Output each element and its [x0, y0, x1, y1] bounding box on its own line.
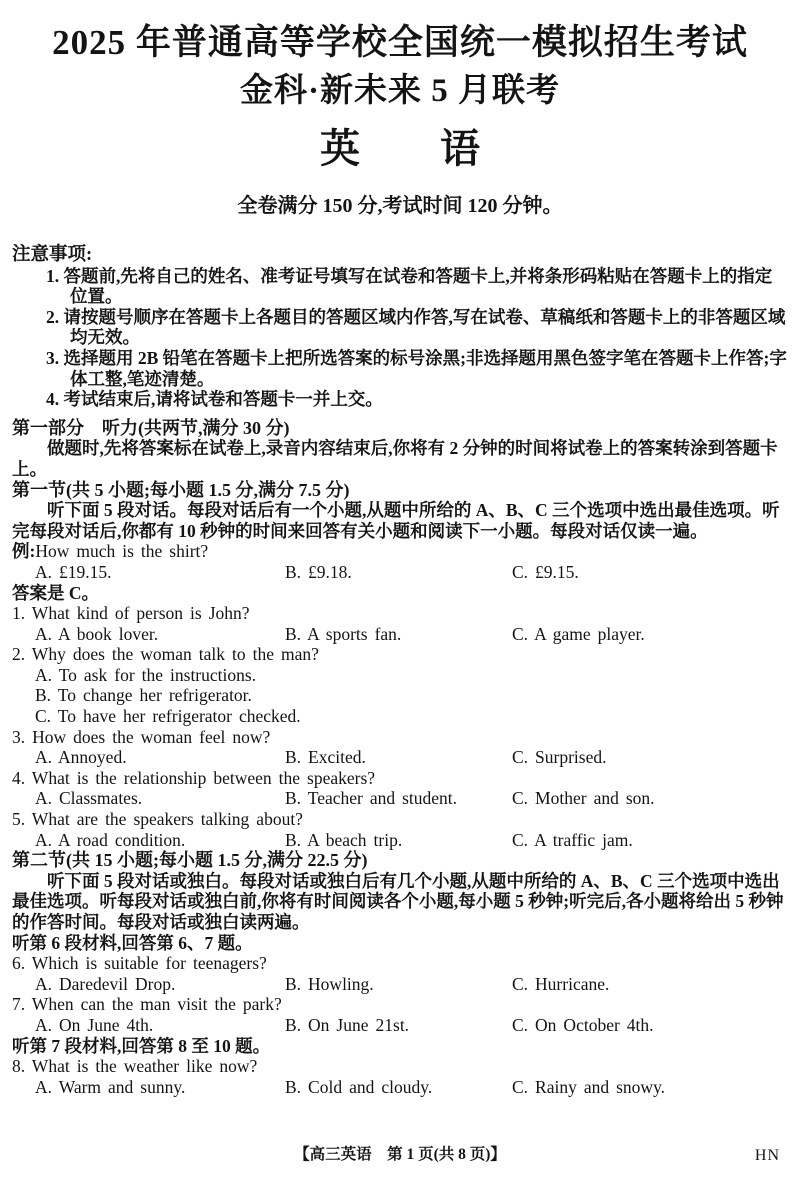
question-1-text: 1. What kind of person is John?	[12, 603, 250, 624]
question-7	[12, 994, 788, 1035]
example-label: 例:	[12, 541, 36, 562]
page-footer	[0, 1145, 800, 1166]
question-4-options	[12, 788, 788, 809]
section2-cue-6-7: 听第 6 段材料,回答第 6、7 题。	[12, 932, 253, 953]
example-option-b: B. £9.18.	[285, 561, 352, 582]
question-5	[12, 809, 788, 850]
question-1-options	[12, 624, 788, 645]
question-8-option-a: A. Warm and sunny.	[35, 1076, 186, 1097]
question-4	[12, 768, 788, 809]
question-6-option-c: C. Hurricane.	[512, 973, 610, 994]
footer-code: HN	[754, 1147, 780, 1165]
example-answer: 答案是 C。	[12, 582, 100, 603]
question-2-options	[12, 665, 788, 727]
question-1-option-b: B. A sports fan.	[285, 623, 402, 644]
section2-cue-8-10: 听第 7 段材料,回答第 8 至 10 题。	[12, 1035, 271, 1056]
section1-heading: 第一节(共 5 小题;每小题 1.5 分,满分 7.5 分)	[12, 479, 350, 500]
question-3-text: 3. How does the woman feel now?	[12, 726, 271, 747]
question-2-option-b: B. To change her refrigerator.	[35, 685, 252, 706]
question-3-options	[12, 747, 788, 768]
question-5-text: 5. What are the speakers talking about?	[12, 809, 303, 830]
example-question	[12, 541, 788, 562]
question-3	[12, 727, 788, 768]
question-2-option-c: C. To have her refrigerator checked.	[35, 706, 301, 727]
page-number: 【高三英语 第 1 页(共 8 页)】	[294, 1146, 506, 1164]
notice-item-1: 1. 答题前,先将自己的姓名、准考证号填写在试卷和答题卡上,并将条形码粘贴在答题卡上的指定位置。	[46, 265, 773, 307]
question-1	[12, 603, 788, 644]
question-7-option-a: A. On June 4th.	[35, 1014, 154, 1035]
question-7-options	[12, 1015, 788, 1036]
notice-section	[12, 245, 788, 410]
section2-heading: 第二节(共 15 小题;每小题 1.5 分,满分 22.5 分)	[12, 850, 368, 871]
exam-title-line1: 2025 年普通高等学校全国统一模拟招生考试	[52, 23, 748, 62]
exam-title-line2: 金科·新未来 5 月联考	[239, 73, 560, 110]
question-8-text: 8. What is the weather like now?	[12, 1056, 258, 1077]
question-6-options	[12, 974, 788, 995]
notice-item-2: 2. 请按题号顺序在答题卡上各题目的答题区域内作答,写在试卷、草稿纸和答题卡上的非答题区域均无效。	[46, 306, 786, 348]
exam-info-line: 全卷满分 150 分,考试时间 120 分钟。	[237, 195, 563, 218]
question-6-option-b: B. Howling.	[285, 973, 374, 994]
notice-item-3: 3. 选择题用 2B 铅笔在答题卡上把所选答案的标号涂黑;非选择题用黑色签字笔在答题卡上作答;字体工整,笔迹清楚。	[46, 347, 787, 389]
question-6-option-a: A. Daredevil Drop.	[35, 973, 176, 994]
question-1-option-a: A. A book lover.	[35, 623, 159, 644]
question-5-option-a: A. A road condition.	[35, 829, 186, 850]
question-6-text: 6. Which is suitable for teenagers?	[12, 953, 267, 974]
question-4-option-c: C. Mother and son.	[512, 788, 655, 809]
question-2	[12, 644, 788, 726]
part1-heading: 第一部分 听力(共两节,满分 30 分)	[12, 417, 290, 438]
question-3-option-c: C. Surprised.	[512, 747, 607, 768]
part1-intro: 做题时,先将答案标在试卷上,录音内容结束后,你将有 2 分钟的时间将试卷上的答案转涂到答题卡上。	[12, 438, 778, 479]
example-options	[12, 562, 788, 583]
question-5-options	[12, 830, 788, 851]
section1-instructions: 听下面 5 段对话。每段对话后有一个小题,从题中所给的 A、B、C 三个选项中选出最佳选项。听完每段对话后,你都有 10 秒钟的时间来回答有关小题和阅读下一小题。每段对话仅读一遍。	[12, 500, 780, 541]
question-5-option-b: B. A beach trip.	[285, 829, 403, 850]
question-1-option-c: C. A game player.	[512, 623, 645, 644]
example-question-text: How much is the shirt?	[35, 541, 209, 562]
exam-header	[12, 20, 788, 217]
question-7-option-c: C. On October 4th.	[512, 1014, 654, 1035]
subject-title: 英 语	[320, 126, 480, 172]
example-option-c: C. £9.15.	[512, 561, 579, 582]
question-3-option-a: A. Annoyed.	[35, 747, 127, 768]
question-8	[12, 1056, 788, 1097]
question-7-text: 7. When can the man visit the park?	[12, 994, 282, 1015]
question-4-text: 4. What is the relationship between the speakers?	[12, 767, 376, 788]
section2-instructions: 听下面 5 段对话或独白。每段对话或独白后有几个小题,从题中所给的 A、B、C 三个选项中选出最佳选项。听每段对话或独白前,你将有时间阅读各个小题,每小题 5 秒钟;听完后,各小题将给出 5 秒钟的作答时间。每段对话或独白读两遍。	[12, 870, 784, 933]
question-8-options	[12, 1077, 788, 1098]
question-8-option-b: B. Cold and cloudy.	[285, 1076, 433, 1097]
part1-listening	[12, 418, 788, 1098]
question-5-option-c: C. A traffic jam.	[512, 829, 633, 850]
question-7-option-b: B. On June 21st.	[285, 1014, 410, 1035]
question-4-option-a: A. Classmates.	[35, 788, 143, 809]
question-2-text: 2. Why does the woman talk to the man?	[12, 644, 319, 665]
example-option-a: A. £19.15.	[35, 561, 112, 582]
question-4-option-b: B. Teacher and student.	[285, 788, 458, 809]
notice-heading: 注意事项:	[12, 245, 93, 266]
question-8-option-c: C. Rainy and snowy.	[512, 1076, 666, 1097]
notice-item-4: 4. 考试结束后,请将试卷和答题卡一并上交。	[46, 389, 383, 410]
question-2-option-a: A. To ask for the instructions.	[35, 664, 257, 685]
question-6	[12, 953, 788, 994]
question-3-option-b: B. Excited.	[285, 747, 366, 768]
